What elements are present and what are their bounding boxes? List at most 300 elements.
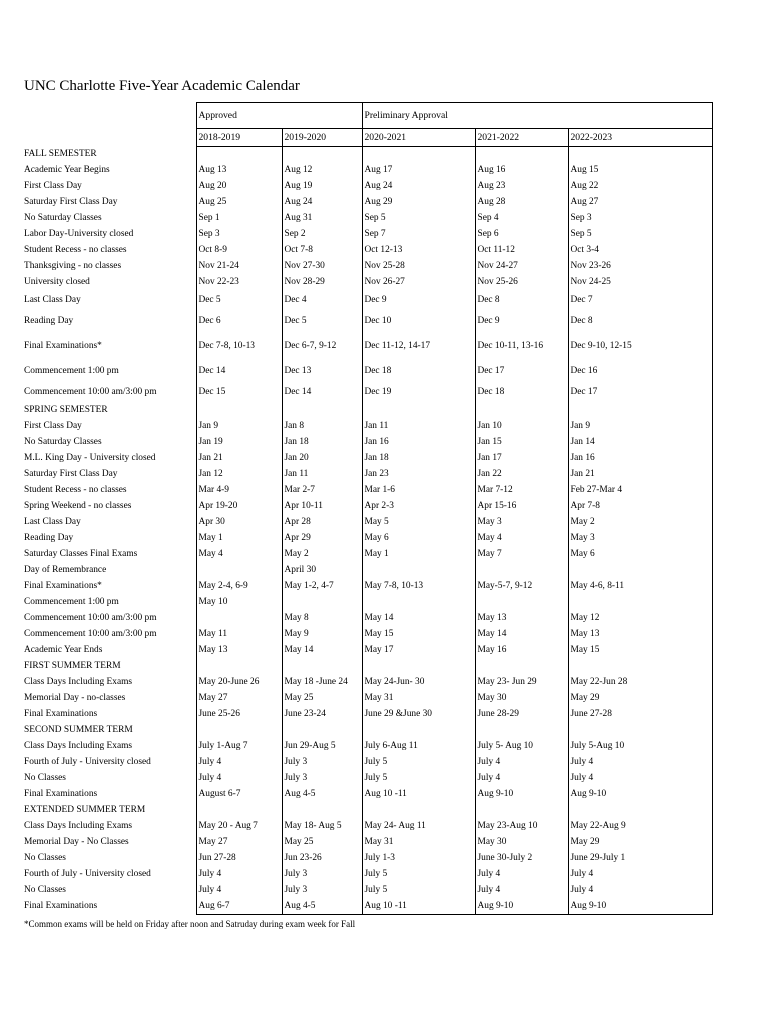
- table-row: [22, 819, 712, 835]
- table-row: [22, 312, 712, 333]
- table-row: [22, 515, 712, 531]
- date-cell: May 25: [282, 691, 362, 707]
- row-label: Memorial Day - no-classes: [24, 692, 126, 703]
- date-cell: Aug 13: [196, 163, 282, 179]
- date-cell: [568, 403, 712, 419]
- date-cell: Nov 25-28: [362, 259, 475, 275]
- date-cell: Jan 17: [475, 451, 568, 467]
- date-cell: Aug 9-10: [568, 787, 712, 803]
- row-label: Saturday First Class Day: [24, 468, 118, 479]
- section-header-row: [22, 803, 712, 819]
- date-cell: May 22-Jun 28: [568, 675, 712, 691]
- date-cell: [475, 563, 568, 579]
- row-label: First Class Day: [24, 420, 82, 431]
- row-label: Commencement 1:00 pm: [24, 596, 119, 607]
- row-label: Commencement 1:00 pm: [24, 365, 119, 376]
- section-header-row: [22, 723, 712, 739]
- date-cell: Dec 10-11, 13-16: [475, 333, 568, 361]
- date-cell: May 2-4, 6-9: [196, 579, 282, 595]
- date-cell: Jan 10: [475, 419, 568, 435]
- table-row: [22, 383, 712, 403]
- date-cell: Aug 23: [475, 179, 568, 195]
- row-label: Class Days Including Exams: [24, 740, 133, 751]
- date-cell: Jan 15: [475, 435, 568, 451]
- date-cell: Jan 9: [196, 419, 282, 435]
- date-cell: [196, 611, 282, 627]
- date-cell: May 29: [568, 835, 712, 851]
- section-title: FIRST SUMMER TERM: [24, 660, 121, 671]
- row-label: Reading Day: [24, 532, 74, 543]
- row-label: First Class Day: [24, 180, 82, 191]
- table-row: [22, 499, 712, 515]
- date-cell: [196, 403, 282, 419]
- table-row: [22, 435, 712, 451]
- date-cell: Sep 2: [282, 227, 362, 243]
- table-row: [22, 211, 712, 227]
- table-row: [22, 787, 712, 803]
- date-cell: Jun 29-Aug 5: [282, 739, 362, 755]
- table-row: [22, 563, 712, 579]
- table-row: [22, 179, 712, 195]
- date-cell: July 6-Aug 11: [362, 739, 475, 755]
- date-cell: Dec 15: [196, 383, 282, 403]
- table-row: [22, 291, 712, 312]
- date-cell: August 6-7: [196, 787, 282, 803]
- date-cell: [475, 403, 568, 419]
- table-row: [22, 883, 712, 899]
- date-cell: Aug 9-10: [568, 899, 712, 915]
- date-cell: May 20 - Aug 7: [196, 819, 282, 835]
- date-cell: Jun 23-26: [282, 851, 362, 867]
- date-cell: May 1: [196, 531, 282, 547]
- date-cell: Aug 17: [362, 163, 475, 179]
- date-cell: Dec 8: [568, 312, 712, 333]
- table-row: [22, 547, 712, 563]
- group-approved: Approved: [196, 103, 362, 129]
- date-cell: July 3: [282, 755, 362, 771]
- date-cell: Jan 8: [282, 419, 362, 435]
- date-cell: Sep 3: [568, 211, 712, 227]
- date-cell: Nov 24-25: [568, 275, 712, 291]
- date-cell: [282, 723, 362, 739]
- section-title: FALL SEMESTER: [24, 148, 97, 159]
- date-cell: Apr 7-8: [568, 499, 712, 515]
- year-header-row: [22, 129, 712, 147]
- date-cell: Jan 9: [568, 419, 712, 435]
- table-row: [22, 361, 712, 383]
- date-cell: May 2: [282, 547, 362, 563]
- date-cell: May 13: [475, 611, 568, 627]
- row-label: M.L. King Day - University closed: [24, 452, 156, 463]
- date-cell: July 4: [475, 867, 568, 883]
- date-cell: Aug 29: [362, 195, 475, 211]
- date-cell: Nov 27-30: [282, 259, 362, 275]
- table-row: [22, 595, 712, 611]
- table-row: [22, 227, 712, 243]
- date-cell: Aug 31: [282, 211, 362, 227]
- date-cell: May 4: [196, 547, 282, 563]
- date-cell: May 23- Jun 29: [475, 675, 568, 691]
- date-cell: Apr 2-3: [362, 499, 475, 515]
- date-cell: Apr 30: [196, 515, 282, 531]
- date-cell: Aug 4-5: [282, 787, 362, 803]
- date-cell: May 5: [362, 515, 475, 531]
- date-cell: Dec 7: [568, 291, 712, 312]
- table-row: [22, 771, 712, 787]
- date-cell: July 4: [475, 755, 568, 771]
- date-cell: May 2: [568, 515, 712, 531]
- date-cell: Sep 4: [475, 211, 568, 227]
- date-cell: July 1-3: [362, 851, 475, 867]
- date-cell: Oct 8-9: [196, 243, 282, 259]
- row-label: No Saturday Classes: [24, 212, 102, 223]
- date-cell: May 3: [475, 515, 568, 531]
- date-cell: Dec 8: [475, 291, 568, 312]
- date-cell: July 5: [362, 755, 475, 771]
- date-cell: July 5: [362, 867, 475, 883]
- date-cell: Nov 28-29: [282, 275, 362, 291]
- row-label: Commencement 10:00 am/3:00 pm: [24, 628, 157, 639]
- table-row: [22, 899, 712, 915]
- table-row: [22, 195, 712, 211]
- date-cell: Aug 25: [196, 195, 282, 211]
- date-cell: [362, 403, 475, 419]
- date-cell: June 25-26: [196, 707, 282, 723]
- row-label: Final Examinations*: [24, 580, 102, 591]
- date-cell: Jan 16: [568, 451, 712, 467]
- date-cell: [568, 659, 712, 675]
- date-cell: May 7-8, 10-13: [362, 579, 475, 595]
- table-row: [22, 259, 712, 275]
- group-header-row: [22, 103, 712, 129]
- date-cell: Jan 11: [282, 467, 362, 483]
- date-cell: May 22-Aug 9: [568, 819, 712, 835]
- date-cell: July 5-Aug 10: [568, 739, 712, 755]
- row-label: No Classes: [24, 852, 66, 863]
- date-cell: May 6: [362, 531, 475, 547]
- date-cell: [475, 659, 568, 675]
- date-cell: Dec 11-12, 14-17: [362, 333, 475, 361]
- date-cell: Sep 7: [362, 227, 475, 243]
- header-blank: [22, 129, 196, 147]
- table-row: [22, 333, 712, 361]
- date-cell: [196, 147, 282, 163]
- row-label: No Classes: [24, 884, 66, 895]
- table-row: [22, 851, 712, 867]
- row-label: Last Class Day: [24, 516, 81, 527]
- date-cell: Jan 20: [282, 451, 362, 467]
- row-label: Final Examinations: [24, 900, 98, 911]
- date-cell: Aug 9-10: [475, 899, 568, 915]
- date-cell: Jan 16: [362, 435, 475, 451]
- date-cell: [362, 723, 475, 739]
- table-row: [22, 163, 712, 179]
- table-row: [22, 419, 712, 435]
- date-cell: Dec 16: [568, 361, 712, 383]
- date-cell: [568, 147, 712, 163]
- date-cell: May 20-June 26: [196, 675, 282, 691]
- row-label: Commencement 10:00 am/3:00 pm: [24, 612, 157, 623]
- date-cell: May 14: [282, 643, 362, 659]
- date-cell: May 14: [475, 627, 568, 643]
- row-label: Final Examinations*: [24, 340, 102, 351]
- date-cell: Nov 25-26: [475, 275, 568, 291]
- date-cell: [282, 403, 362, 419]
- date-cell: Jan 22: [475, 467, 568, 483]
- date-cell: [568, 595, 712, 611]
- date-cell: Dec 14: [282, 383, 362, 403]
- year-header: 2022-2023: [568, 129, 712, 147]
- row-label: Student Recess - no classes: [24, 484, 127, 495]
- date-cell: May 15: [362, 627, 475, 643]
- row-label: Day of Remembrance: [24, 564, 107, 575]
- date-cell: Oct 7-8: [282, 243, 362, 259]
- date-cell: May 16: [475, 643, 568, 659]
- footnote: *Common exams will be held on Friday after noon and Satruday during exam week for Fall: [24, 919, 356, 929]
- date-cell: Aug 28: [475, 195, 568, 211]
- date-cell: July 4: [196, 771, 282, 787]
- date-cell: Nov 22-23: [196, 275, 282, 291]
- date-cell: May 31: [362, 835, 475, 851]
- date-cell: Aug 22: [568, 179, 712, 195]
- date-cell: May 1: [362, 547, 475, 563]
- date-cell: Dec 9: [475, 312, 568, 333]
- table-row: [22, 835, 712, 851]
- row-label: Reading Day: [24, 316, 74, 327]
- section-title: EXTENDED SUMMER TERM: [24, 804, 146, 815]
- date-cell: Apr 29: [282, 531, 362, 547]
- date-cell: July 4: [196, 867, 282, 883]
- row-label: Thanksgiving - no classes: [24, 260, 122, 271]
- date-cell: Aug 20: [196, 179, 282, 195]
- table-row: [22, 755, 712, 771]
- row-label: University closed: [24, 276, 90, 287]
- date-cell: [475, 803, 568, 819]
- date-cell: Dec 6-7, 9-12: [282, 333, 362, 361]
- date-cell: Jan 23: [362, 467, 475, 483]
- academic-calendar-table: [22, 102, 713, 915]
- date-cell: [196, 723, 282, 739]
- date-cell: Aug 24: [282, 195, 362, 211]
- date-cell: May 4-6, 8-11: [568, 579, 712, 595]
- date-cell: Aug 12: [282, 163, 362, 179]
- date-cell: [282, 595, 362, 611]
- date-cell: June 29 &June 30: [362, 707, 475, 723]
- date-cell: [568, 723, 712, 739]
- table-row: [22, 611, 712, 627]
- date-cell: June 27-28: [568, 707, 712, 723]
- date-cell: [568, 803, 712, 819]
- date-cell: May 10: [196, 595, 282, 611]
- date-cell: [196, 563, 282, 579]
- group-preliminary-approval: Preliminary Approval: [362, 103, 712, 129]
- row-label: Final Examinations: [24, 788, 98, 799]
- date-cell: Jan 12: [196, 467, 282, 483]
- row-label: Class Days Including Exams: [24, 676, 133, 687]
- row-label: Academic Year Begins: [24, 164, 110, 175]
- date-cell: Nov 21-24: [196, 259, 282, 275]
- date-cell: Mar 1-6: [362, 483, 475, 499]
- date-cell: [475, 147, 568, 163]
- table-row: [22, 275, 712, 291]
- date-cell: May 12: [568, 611, 712, 627]
- date-cell: Nov 23-26: [568, 259, 712, 275]
- date-cell: May 8: [282, 611, 362, 627]
- section-title: SECOND SUMMER TERM: [24, 724, 133, 735]
- date-cell: Sep 6: [475, 227, 568, 243]
- row-label: Student Recess - no classes: [24, 244, 127, 255]
- date-cell: [362, 563, 475, 579]
- date-cell: May 27: [196, 691, 282, 707]
- date-cell: Aug 19: [282, 179, 362, 195]
- date-cell: Dec 17: [568, 383, 712, 403]
- date-cell: July 3: [282, 771, 362, 787]
- date-cell: July 4: [568, 755, 712, 771]
- row-label: Last Class Day: [24, 295, 81, 306]
- date-cell: Apr 15-16: [475, 499, 568, 515]
- header-blank: [22, 103, 196, 129]
- date-cell: May 18 -June 24: [282, 675, 362, 691]
- date-cell: Oct 12-13: [362, 243, 475, 259]
- date-cell: May 24-Jun- 30: [362, 675, 475, 691]
- date-cell: May 11: [196, 627, 282, 643]
- date-cell: May 27: [196, 835, 282, 851]
- date-cell: Aug 6-7: [196, 899, 282, 915]
- date-cell: Jan 21: [196, 451, 282, 467]
- date-cell: [282, 659, 362, 675]
- date-cell: [362, 803, 475, 819]
- date-cell: [196, 659, 282, 675]
- date-cell: Dec 17: [475, 361, 568, 383]
- page-title: UNC Charlotte Five-Year Academic Calendar: [24, 78, 300, 94]
- date-cell: Jan 14: [568, 435, 712, 451]
- date-cell: Oct 3-4: [568, 243, 712, 259]
- row-label: Memorial Day - No Classes: [24, 836, 129, 847]
- date-cell: May 23-Aug 10: [475, 819, 568, 835]
- date-cell: July 3: [282, 883, 362, 899]
- date-cell: June 29-July 1: [568, 851, 712, 867]
- date-cell: June 23-24: [282, 707, 362, 723]
- date-cell: Jan 18: [282, 435, 362, 451]
- year-header: 2021-2022: [475, 129, 568, 147]
- date-cell: May 7: [475, 547, 568, 563]
- date-cell: [362, 659, 475, 675]
- date-cell: Apr 19-20: [196, 499, 282, 515]
- table-row: [22, 579, 712, 595]
- date-cell: Aug 9-10: [475, 787, 568, 803]
- date-cell: July 4: [568, 883, 712, 899]
- date-cell: May 15: [568, 643, 712, 659]
- date-cell: May 1-2, 4-7: [282, 579, 362, 595]
- table-row: [22, 451, 712, 467]
- table-row: [22, 707, 712, 723]
- row-label: Labor Day-University closed: [24, 228, 134, 239]
- date-cell: Sep 1: [196, 211, 282, 227]
- date-cell: Dec 18: [475, 383, 568, 403]
- row-label: Spring Weekend - no classes: [24, 500, 132, 511]
- date-cell: Jan 19: [196, 435, 282, 451]
- date-cell: June 30-July 2: [475, 851, 568, 867]
- date-cell: [282, 147, 362, 163]
- table-row: [22, 675, 712, 691]
- date-cell: Sep 5: [362, 211, 475, 227]
- date-cell: July 3: [282, 867, 362, 883]
- calendar-body: [22, 147, 712, 915]
- date-cell: May 30: [475, 835, 568, 851]
- date-cell: Dec 19: [362, 383, 475, 403]
- section-header-row: [22, 147, 712, 163]
- row-label: No Classes: [24, 772, 66, 783]
- date-cell: [362, 147, 475, 163]
- date-cell: May 4: [475, 531, 568, 547]
- date-cell: Dec 5: [196, 291, 282, 312]
- year-header: 2020-2021: [362, 129, 475, 147]
- date-cell: Apr 10-11: [282, 499, 362, 515]
- date-cell: July 4: [196, 755, 282, 771]
- date-cell: Dec 9-10, 12-15: [568, 333, 712, 361]
- row-label: Class Days Including Exams: [24, 820, 133, 831]
- row-label: Final Examinations: [24, 708, 98, 719]
- table-row: [22, 691, 712, 707]
- date-cell: May 3: [568, 531, 712, 547]
- date-cell: April 30: [282, 563, 362, 579]
- date-cell: [196, 803, 282, 819]
- date-cell: May 13: [196, 643, 282, 659]
- table-row: [22, 739, 712, 755]
- section-header-row: [22, 403, 712, 419]
- date-cell: Apr 28: [282, 515, 362, 531]
- date-cell: Aug 24: [362, 179, 475, 195]
- date-cell: Dec 13: [282, 361, 362, 383]
- date-cell: Aug 10 -11: [362, 899, 475, 915]
- row-label: Academic Year Ends: [24, 644, 103, 655]
- date-cell: [568, 563, 712, 579]
- date-cell: July 5- Aug 10: [475, 739, 568, 755]
- table-row: [22, 531, 712, 547]
- table-row: [22, 243, 712, 259]
- date-cell: [282, 803, 362, 819]
- date-cell: [362, 595, 475, 611]
- date-cell: Jan 11: [362, 419, 475, 435]
- date-cell: [475, 595, 568, 611]
- table-row: [22, 483, 712, 499]
- row-label: No Saturday Classes: [24, 436, 102, 447]
- date-cell: Sep 5: [568, 227, 712, 243]
- row-label: Saturday First Class Day: [24, 196, 118, 207]
- date-cell: May 24- Aug 11: [362, 819, 475, 835]
- table-row: [22, 643, 712, 659]
- date-cell: [475, 723, 568, 739]
- date-cell: June 28-29: [475, 707, 568, 723]
- date-cell: May 29: [568, 691, 712, 707]
- date-cell: Sep 3: [196, 227, 282, 243]
- date-cell: May 25: [282, 835, 362, 851]
- date-cell: May 17: [362, 643, 475, 659]
- date-cell: Aug 15: [568, 163, 712, 179]
- date-cell: Dec 10: [362, 312, 475, 333]
- date-cell: May-5-7, 9-12: [475, 579, 568, 595]
- row-label: Commencement 10:00 am/3:00 pm: [24, 386, 157, 397]
- date-cell: May 13: [568, 627, 712, 643]
- date-cell: Mar 2-7: [282, 483, 362, 499]
- date-cell: May 30: [475, 691, 568, 707]
- date-cell: Dec 5: [282, 312, 362, 333]
- row-label: Fourth of July - University closed: [24, 756, 151, 767]
- date-cell: Dec 14: [196, 361, 282, 383]
- table-row: [22, 627, 712, 643]
- date-cell: May 6: [568, 547, 712, 563]
- table-row: [22, 867, 712, 883]
